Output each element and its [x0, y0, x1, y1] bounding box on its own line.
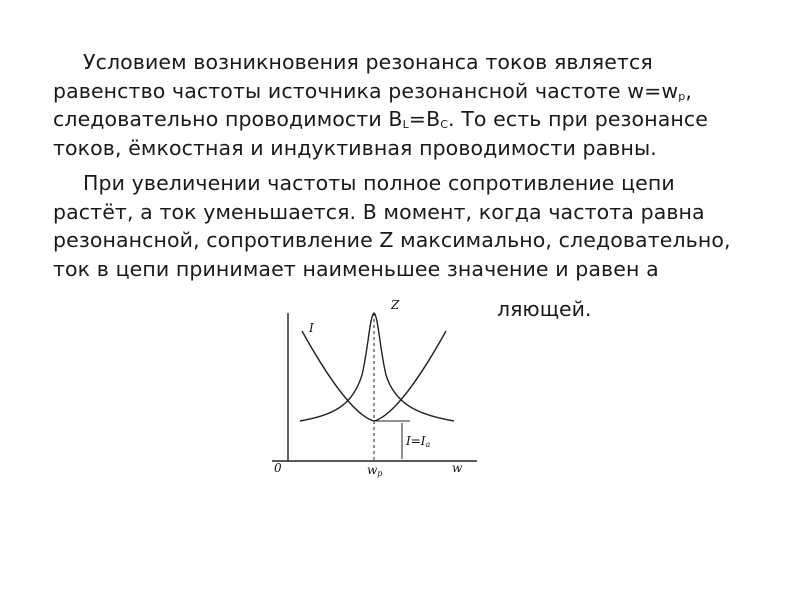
- p1-part1: Условием возникновения резонанса токов является равенство частоты источника резонансной частоте w=w: [53, 50, 679, 103]
- p1-sub-p: p: [678, 89, 686, 103]
- paragraph2-tail: [497, 295, 591, 324]
- label-wp-sub: p: [377, 469, 383, 478]
- label-wp-main: w: [367, 463, 378, 477]
- p1-part3: =B: [408, 107, 441, 131]
- label-ia-main: I=I: [406, 434, 426, 448]
- p2-text: При увеличении частоты полное сопротивление цепи растёт, а ток уменьшается. В момент, когда частота равна резонансной, сопротивление Z максимально, следовательно, ток в цепи принимает наименьшее значение и равен а: [53, 171, 731, 281]
- label-origin: 0: [274, 461, 282, 475]
- p2-tail-text: ляющей.: [497, 297, 592, 321]
- p1-part2: , следовательно проводимости B: [53, 78, 692, 131]
- p1-sub-L: L: [402, 118, 409, 131]
- label-i: I: [309, 321, 314, 335]
- p1-sub-C: C: [440, 118, 449, 131]
- text-block: [53, 48, 753, 283]
- label-w: w: [452, 461, 463, 475]
- graph-background: [262, 295, 487, 485]
- label-ia-sub: a: [425, 440, 431, 449]
- p1-part4: . То есть при резонансе токов, ёмкостная и индуктивная проводимости равны.: [53, 107, 708, 160]
- paragraph-frequency-increase: [53, 169, 753, 283]
- resonance-graph: [262, 295, 487, 485]
- paragraph-resonance-condition: [53, 48, 753, 162]
- label-z: Z: [391, 298, 400, 312]
